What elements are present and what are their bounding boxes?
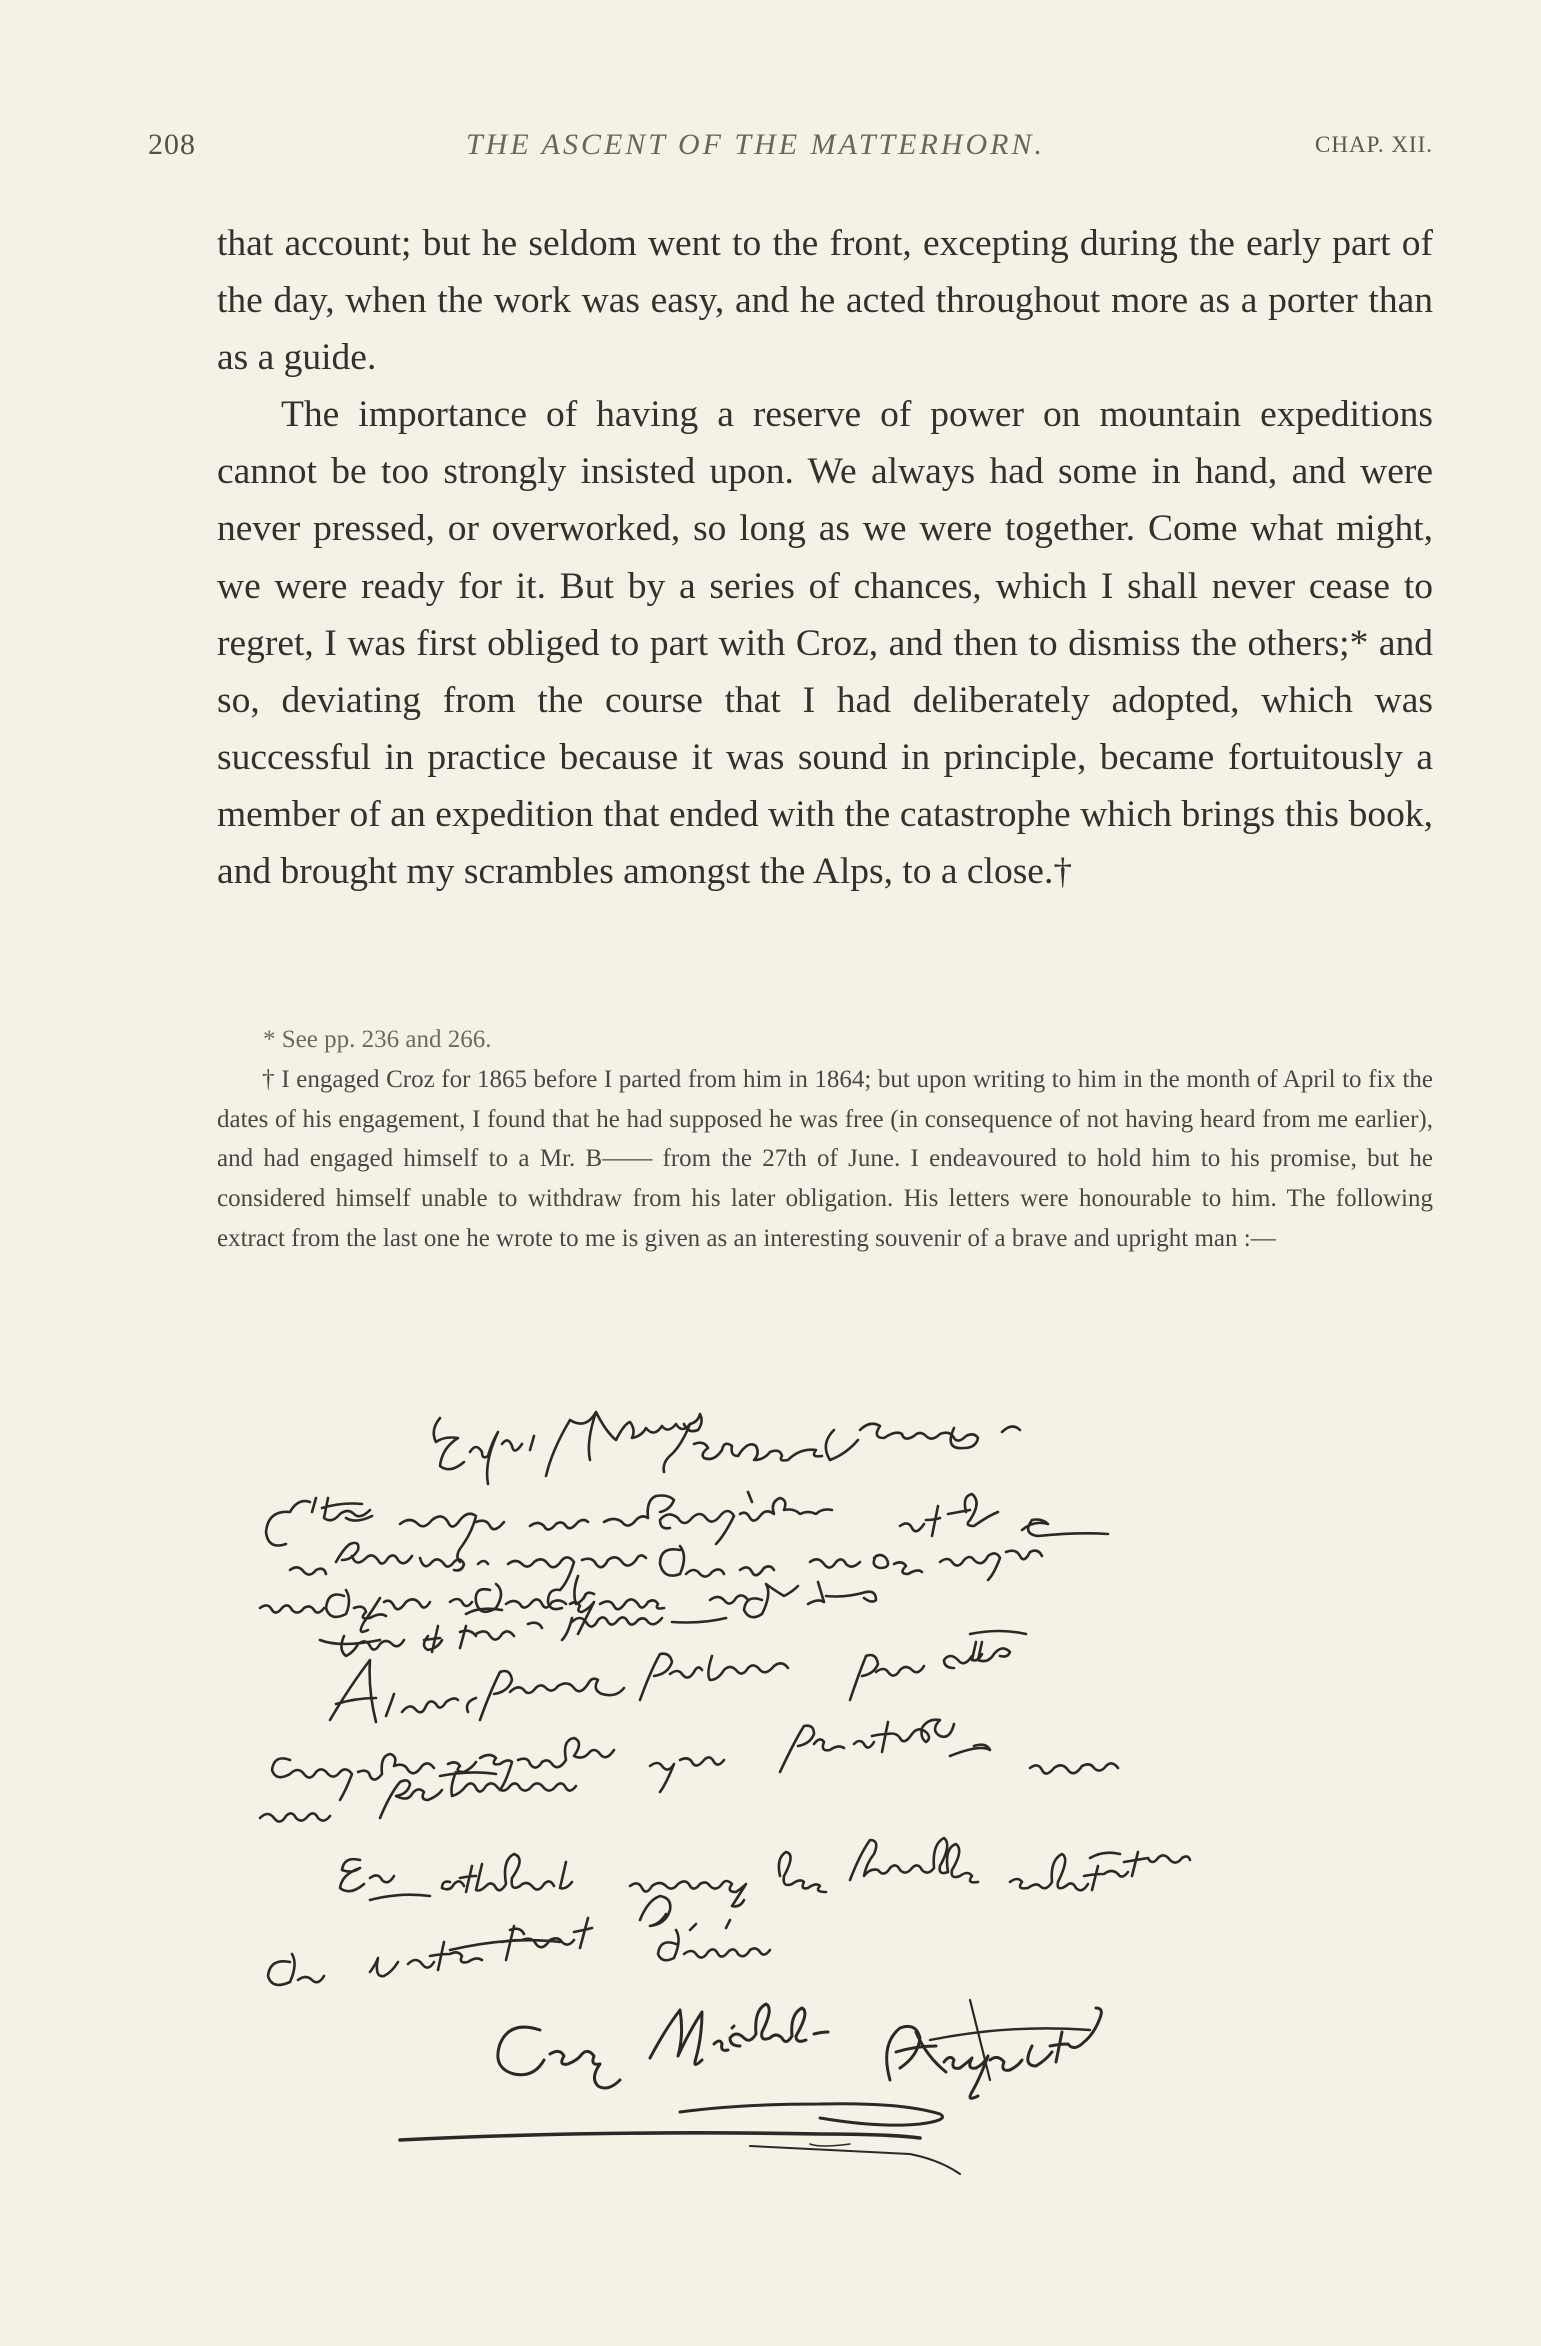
chapter-label: CHAP. XII. xyxy=(1315,132,1433,157)
running-title: THE ASCENT OF THE MATTERHORN. xyxy=(466,128,1045,161)
page-header xyxy=(148,128,1433,168)
footnote: † I engaged Croz for 1865 before I parted from him in 1864; but upon writing to him in the month of April to fix the dates of his engagement, I found that he had supposed he was free (in consequence of not having heard from me earlier), and had engaged himself to a Mr. B—— from the 27th of June. I endeavoured to hold him to his promise, but he considered himself unable to withdraw from his later obligation. His letters were honourable to him. The following extract from the last one he wrote to me is given as an interesting souvenir of a brave and upright man :— xyxy=(217,1065,1433,1252)
handwritten-letter-facsimile xyxy=(250,1400,1450,2290)
paragraph: The importance of having a reserve of power on mountain expeditions cannot be too strongly insisted upon. We always had some in hand, and were never pressed, or overworked, so long as we were together. Come what might, we were ready for it. But by a series of chances, which I shall never cease to regret, I was first obliged to part with Croz, and then to dismiss the others;* and so, deviating from the course that I had deliberately adopted, which was successful in practice because it was sound in principle, became fortuitously a member of an expedition that ended with the catastrophe which brings this book, and brought my scrambles amongst the Alps, to a close.† xyxy=(217,394,1433,893)
page-number: 208 xyxy=(148,128,196,161)
paragraph: that account; but he seldom went to the front, excepting during the early part of the day, when the work was easy, and he acted throughout more as a porter than as a guide. xyxy=(217,223,1433,379)
handwriting-image xyxy=(250,1400,1450,2290)
footnote: * See pp. 236 and 266. xyxy=(263,1026,492,1053)
footnotes xyxy=(217,1020,1433,1259)
body-text xyxy=(217,215,1433,900)
